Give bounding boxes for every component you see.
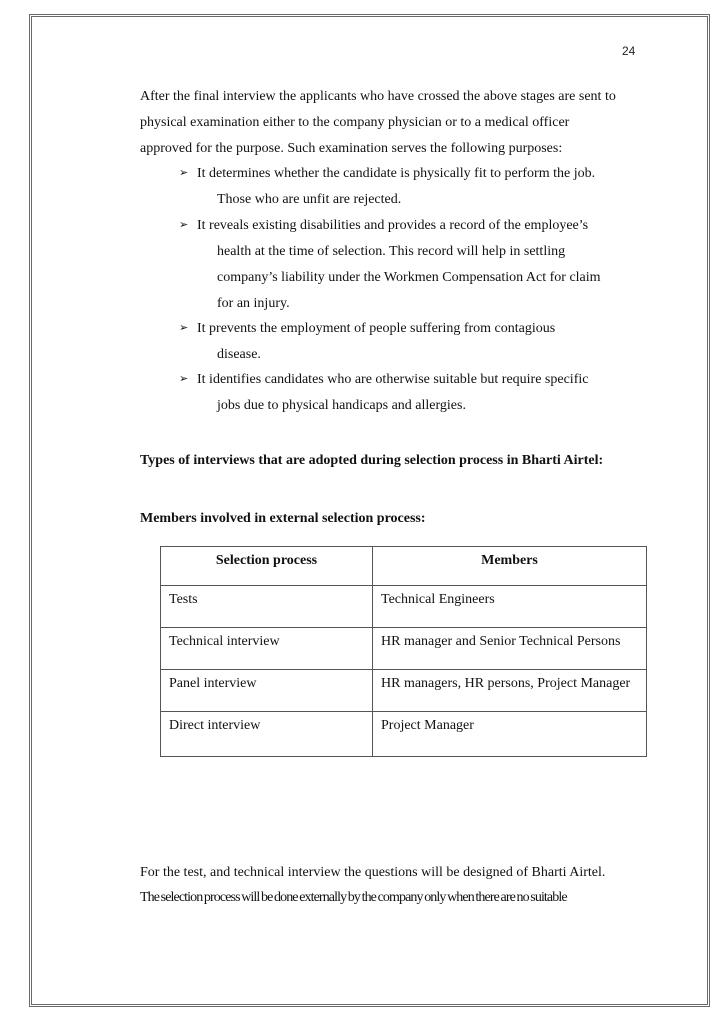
table-row [161, 586, 647, 628]
table-row [161, 712, 647, 757]
bullet-text: It prevents the employment of people suffering from contagious [197, 321, 556, 336]
bullet-text: It identifies candidates who are otherwise suitable but require specific [197, 372, 589, 387]
table-cell: Direct interview [161, 712, 373, 757]
bullet-item [179, 218, 589, 234]
members-table [160, 546, 647, 757]
paragraph-line: For the test, and technical interview the questions will be designed of Bharti Airtel. [140, 865, 606, 880]
table-cell: Panel interview [161, 670, 373, 712]
table-cell: Project Manager [373, 712, 647, 757]
paragraph-line: After the final interview the applicants who have crossed the above stages are sent to [140, 89, 616, 104]
bullet-item [179, 372, 589, 388]
bullet-item [179, 166, 596, 182]
table-cell: HR managers, HR persons, Project Manager [373, 670, 647, 712]
bullet-text: It determines whether the candidate is physically fit to perform the job. [197, 166, 596, 181]
arrow-bullet-icon: ➢ [179, 166, 189, 179]
table-cell: Technical Engineers [373, 586, 647, 628]
paragraph-line: physical examination either to the company physician or to a medical officer [140, 115, 570, 130]
bullet-text: disease. [217, 347, 261, 362]
page-number: 24 [622, 44, 636, 58]
column-header: Selection process [161, 547, 373, 586]
section-heading: Types of interviews that are adopted during selection process in Bharti Airtel: [140, 453, 604, 468]
column-header: Members [373, 547, 647, 586]
bullet-text: It reveals existing disabilities and provides a record of the employee’s [197, 218, 589, 233]
bullet-item [179, 321, 556, 337]
table-header-row [161, 547, 647, 586]
arrow-bullet-icon: ➢ [179, 372, 189, 385]
table-cell: Technical interview [161, 628, 373, 670]
paragraph-line: The selection process will be done externally by the company only when there are no suitable [140, 890, 567, 905]
paragraph-line: approved for the purpose. Such examination serves the following purposes: [140, 141, 563, 156]
arrow-bullet-icon: ➢ [179, 321, 189, 334]
section-heading: Members involved in external selection process: [140, 511, 426, 526]
bullet-text: jobs due to physical handicaps and allergies. [217, 398, 466, 413]
bullet-text: company’s liability under the Workmen Compensation Act for claim [217, 270, 601, 285]
bullet-text: for an injury. [217, 296, 290, 311]
table-cell: Tests [161, 586, 373, 628]
table-row [161, 628, 647, 670]
table-cell: HR manager and Senior Technical Persons [373, 628, 647, 670]
bullet-text: Those who are unfit are rejected. [217, 192, 402, 207]
table-row [161, 670, 647, 712]
bullet-text: health at the time of selection. This record will help in settling [217, 244, 566, 259]
arrow-bullet-icon: ➢ [179, 218, 189, 231]
